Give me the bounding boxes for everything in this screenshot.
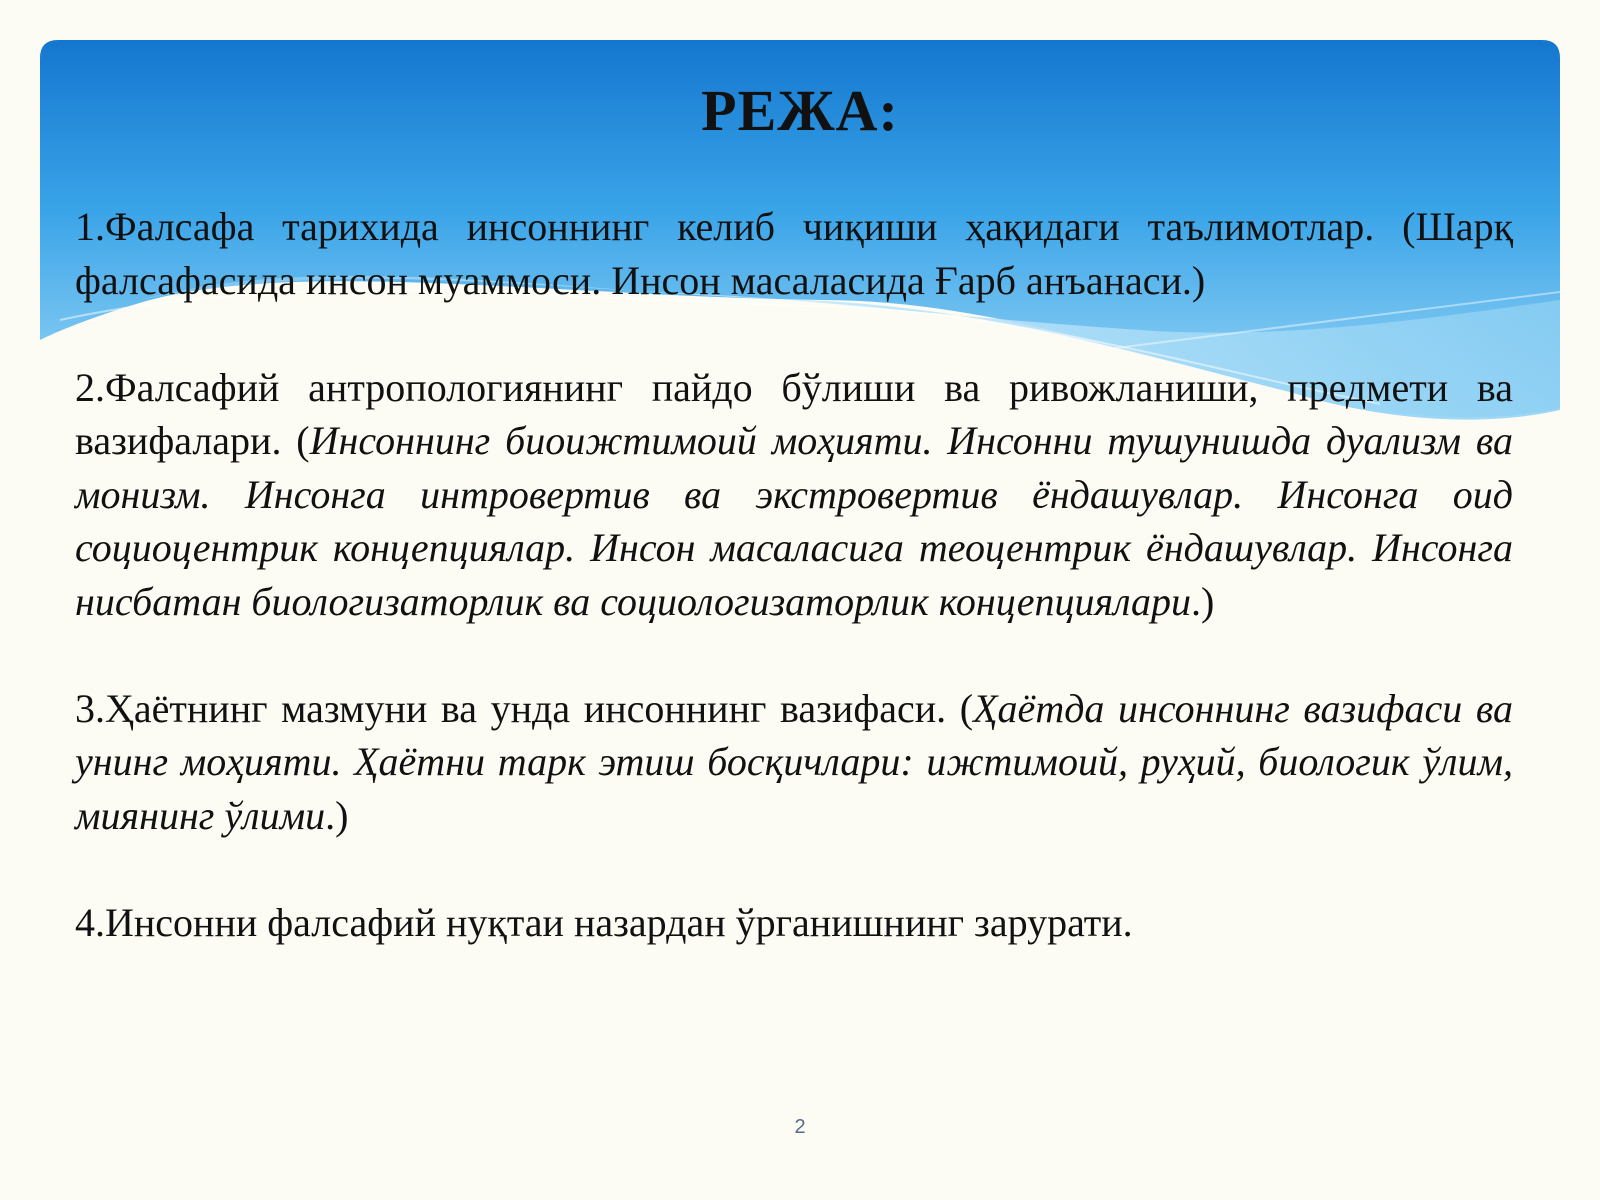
plan-list [75,200,1513,949]
plan-item-2 [75,361,1513,629]
item-text: 1.Фалсафа тарихида инсоннинг келиб чиқиши ҳақидаги таълимотлар. (Шарқ фалсафасида инсон муаммоси. Инсон масаласида Ғарб анъанаси.) [75,204,1513,303]
item-text-italic: Ҳаётда инсоннинг вазифаси ва унинг моҳияти. Ҳаётни тарк этиш босқичлари: ижтимоий, руҳий, биологик ўлим, миянинг ўлими [75,685,1513,838]
item-text: 2.Фалсафий антропологиянинг пайдо бўлиши ва ривожланиши, предмети ва вазифалари. ( [75,364,1513,463]
item-text: .) [1191,578,1215,624]
slide-title: РЕЖА: [701,78,899,143]
plan-item-4 [75,896,1513,950]
item-text-italic: Инсоннинг биоижтимоий моҳияти. Инсонни тушунишда дуализм ва монизм. Инсонга интровертив ва экстровертив ёндашувлар. Инсонга оид социоцентрик концепциялар. Инсон масаласига теоцентрик ёндашувлар. Инсонга нисбатан биологизаторлик ва социологизаторлик концепциялари [75,418,1513,624]
plan-item-1 [75,200,1513,307]
item-text: 4.Инсонни фалсафий нуқтаи назардан ўрганишнинг зарурати. [75,899,1133,945]
page-number: 2 [794,1116,806,1138]
plan-item-3 [75,682,1513,843]
item-text: .) [325,792,349,838]
item-text: 3.Ҳаётнинг мазмуни ва унда инсоннинг вазифаси. ( [75,685,974,731]
